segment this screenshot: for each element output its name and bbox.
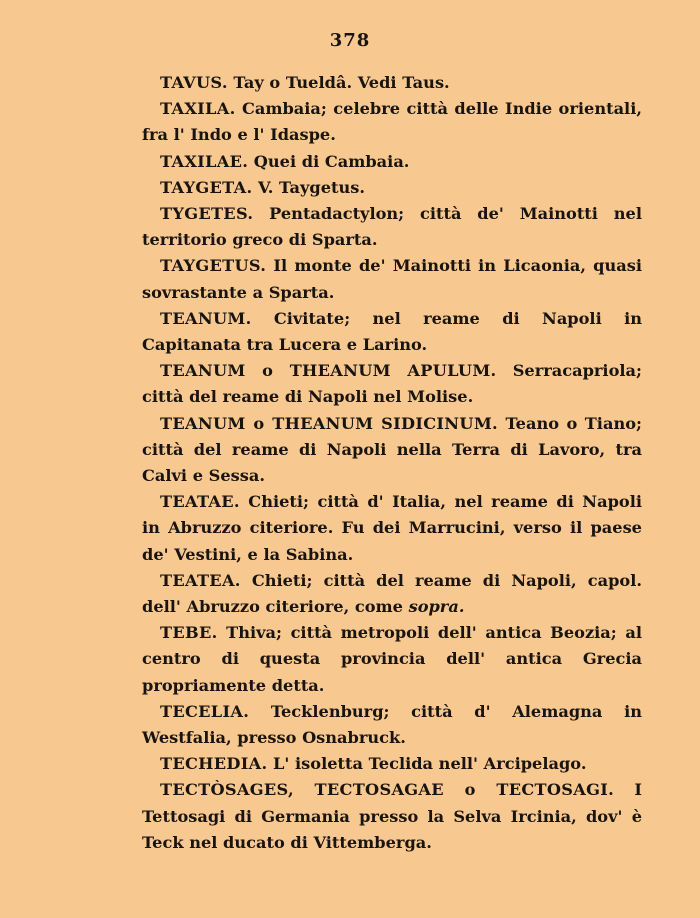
dictionary-entry	[142, 489, 642, 568]
entry-text: L' isoletta Teclida nell' Arcipelago.	[267, 754, 587, 774]
page-number: 378	[329, 30, 371, 51]
dictionary-entry	[142, 253, 642, 305]
entry-text: I Tettosagi di Germania presso la Selva Ircinia, dov' è Teck nel ducato di Vittemberga.	[142, 780, 643, 852]
dictionary-entry	[142, 751, 642, 777]
entry-text: Civitate; nel reame di Napoli in Capitanata tra Lucera e Larino.	[142, 308, 642, 355]
entry-headword: TAVUS.	[160, 73, 228, 92]
entry-text: Cambaia; celebre città delle Indie orientali, fra l' Indo e l' Idaspe.	[142, 99, 642, 145]
entry-headword: TEANUM o THEANUM APULUM.	[160, 361, 497, 381]
entry-headword: TEANUM o THEANUM SIDICINUM.	[160, 413, 498, 433]
entry-headword: TEANUM.	[160, 308, 252, 328]
entry-text: Chieti; città del reame di Napoli, capol. dell' Abruzzo citeriore, come	[142, 570, 642, 617]
entry-headword: TECELIA.	[160, 701, 250, 721]
dictionary-entry	[142, 149, 642, 175]
entry-text: Il monte de' Mainotti in Licaonia, quasi sovrastante a Sparta.	[142, 256, 642, 302]
dictionary-entry	[142, 699, 642, 751]
entry-headword: TECHEDIA.	[160, 754, 268, 774]
entry-headword: TEATEA.	[160, 570, 241, 590]
entry-headword: TEATAE.	[160, 492, 240, 512]
entry-headword: TYGETES.	[160, 204, 254, 224]
entry-headword: TAXILAE.	[160, 151, 249, 171]
entry-text: Pentadactylon; città de' Mainotti nel territorio greco di Sparta.	[142, 204, 642, 250]
entry-headword: TAXILA.	[160, 99, 236, 119]
entry-text: V. Taygetus.	[252, 177, 366, 197]
entry-text: Tay o Tueldâ. Vedi Taus.	[227, 73, 450, 92]
entry-headword: TECTÒSAGES, TECTOSAGAE o TECTOSAGI.	[160, 780, 615, 800]
dictionary-entry	[142, 568, 642, 620]
dictionary-entries	[142, 70, 642, 856]
dictionary-entry	[142, 70, 642, 96]
dictionary-entry	[142, 620, 642, 699]
dictionary-entry	[142, 175, 642, 201]
entry-text: Teano o Tiano; città del reame di Napoli nella Terra di Lavoro, tra Calvi e Sessa.	[142, 413, 642, 486]
entry-headword: TAYGETUS.	[160, 256, 267, 276]
entry-text: Thiva; città metropoli dell' antica Beozia; al centro di questa provincia dell' antica Grecia propriamente detta.	[142, 623, 642, 695]
dictionary-entry	[142, 411, 642, 490]
entry-italic-text: sopra.	[408, 597, 465, 617]
entry-text: Tecklenburg; città d' Alemagna in Westfalia, presso Osnabruck.	[142, 701, 642, 748]
dictionary-entry	[142, 201, 642, 253]
dictionary-entry	[142, 777, 642, 856]
entry-text: Quei di Cambaia.	[248, 151, 410, 171]
entry-headword: TAYGETA.	[160, 177, 253, 197]
entry-text: Serracapriola; città del reame di Napoli nel Molise.	[142, 361, 642, 407]
dictionary-entry	[142, 96, 642, 148]
entry-headword: TEBE.	[160, 623, 218, 643]
entry-text: Chieti; città d' Italia, nel reame di Napoli in Abruzzo citeriore. Fu dei Marrucini, verso il paese de' Vestini, e la Sabina.	[142, 492, 642, 564]
dictionary-entry	[142, 358, 642, 410]
dictionary-entry	[142, 306, 642, 358]
